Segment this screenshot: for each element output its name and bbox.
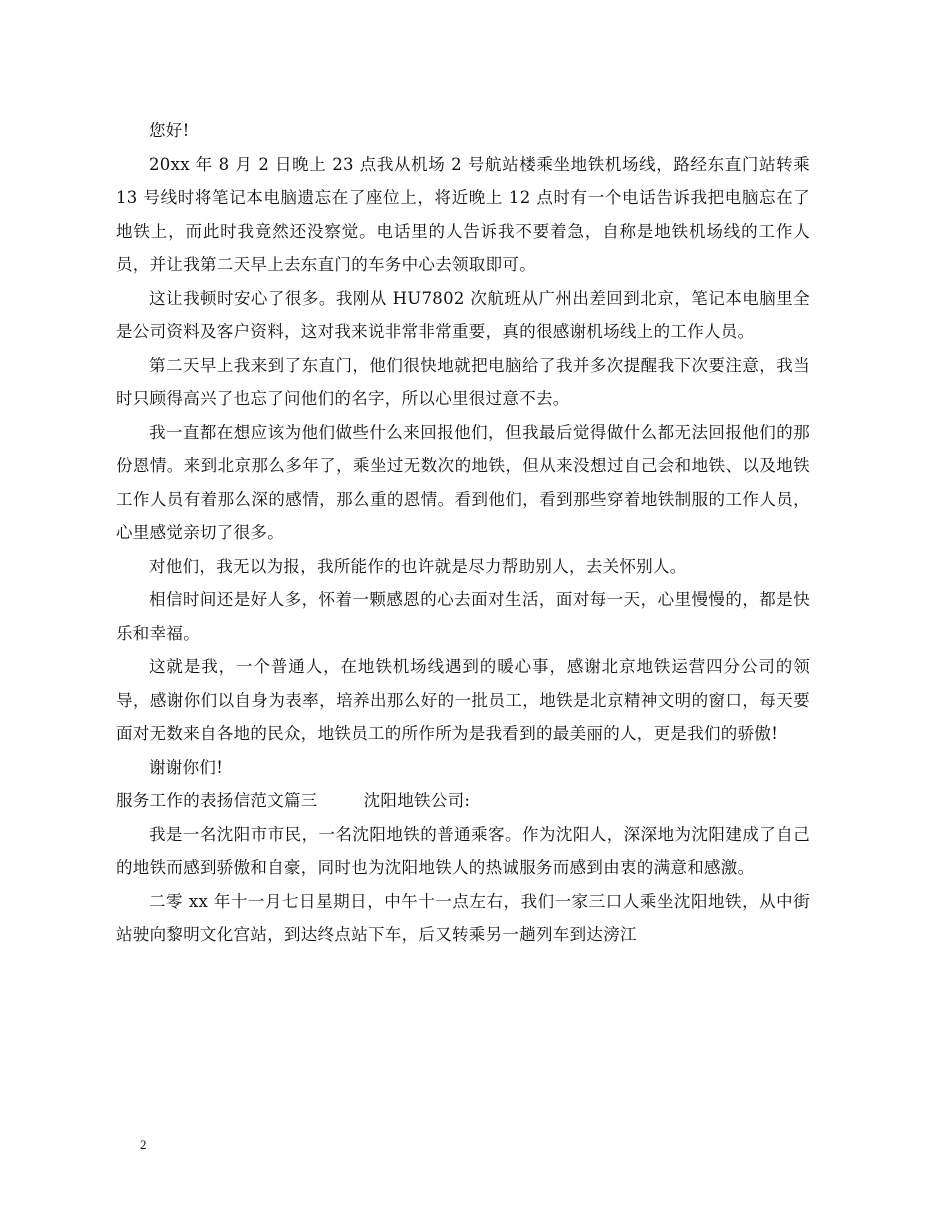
letter-paragraph: 这让我顿时安心了很多。我刚从 HU7802 次航班从广州出差回到北京，笔记本电脑里全是公司资料及客户资料，这对我来说非常非常重要，真的很感谢机场线上的工作人员。 — [116, 288, 810, 341]
letter-paragraph: 20xx 年 8 月 2 日晚上 23 点我从机场 2 号航站楼乘坐地铁机场线，路经东直门站转乘 13 号线时将笔记本电脑遗忘在了座位上，将近晚上 12 点时有一个电话告诉我把电脑忘在了地铁上，而此时我竟然还没察觉。电话里的人告诉我不要着急，自称是地铁机场线的工作人员，并让我第二天早上去东直门的车务中心去领取即可。 — [116, 154, 810, 274]
letter-paragraph: 相信时间还是好人多，怀着一颗感恩的心去面对生活，面对每一天，心里慢慢的，都是快乐和幸福。 — [116, 590, 810, 643]
letter-paragraph: 对他们，我无以为报，我所能作的也许就是尽力帮助别人，去关怀别人。 — [149, 556, 687, 576]
section-paragraph: 我是一名沈阳市市民，一名沈阳地铁的普通乘客。作为沈阳人，深深地为沈阳建成了自己的地铁而感到骄傲和自豪，同时也为沈阳地铁人的热诚服务而感到由衷的满意和感激。 — [116, 824, 810, 877]
section-recipient: 沈阳地铁公司: — [363, 791, 471, 810]
page-number: 2 — [140, 1137, 147, 1152]
letter-paragraph: 这就是我，一个普通人，在地铁机场线遇到的暖心事，感谢北京地铁运营四分公司的领导，感谢你们以自身为表率，培养出那么好的一批员工，地铁是北京精神文明的窗口，每天要面对无数来自各地的民众，地铁员工的所作所为是我看到的最美丽的人，更是我们的骄傲! — [116, 657, 810, 743]
letter-body — [116, 114, 810, 952]
letter-paragraph: 第二天早上我来到了东直门，他们很快地就把电脑给了我并多次提醒我下次要注意，我当时只顾得高兴了也忘了问他们的名字，所以心里很过意不去。 — [116, 355, 810, 408]
letter-paragraph: 我一直都在想应该为他们做些什么来回报他们，但我最后觉得做什么都无法回报他们的那份恩情。来到北京那么多年了，乘坐过无数次的地铁，但从来没想过自己会和地铁、以及地铁工作人员有着那么深的感情，那么重的恩情。看到他们，看到那些穿着地铁制服的工作人员，心里感觉亲切了很多。 — [116, 422, 810, 542]
letter-closing: 谢谢你们! — [149, 757, 224, 777]
letter-greeting: 您好! — [149, 121, 190, 140]
section-heading-line — [116, 784, 810, 818]
section-paragraph: 二零 xx 年十一月七日星期日，中午十一点左右，我们一家三口人乘坐沈阳地铁，从中街站驶向黎明文化宫站，到达终点站下车，后又转乘另一趟列车到达滂江 — [116, 891, 810, 944]
section-title: 服务工作的表扬信范文篇三 — [116, 791, 318, 810]
